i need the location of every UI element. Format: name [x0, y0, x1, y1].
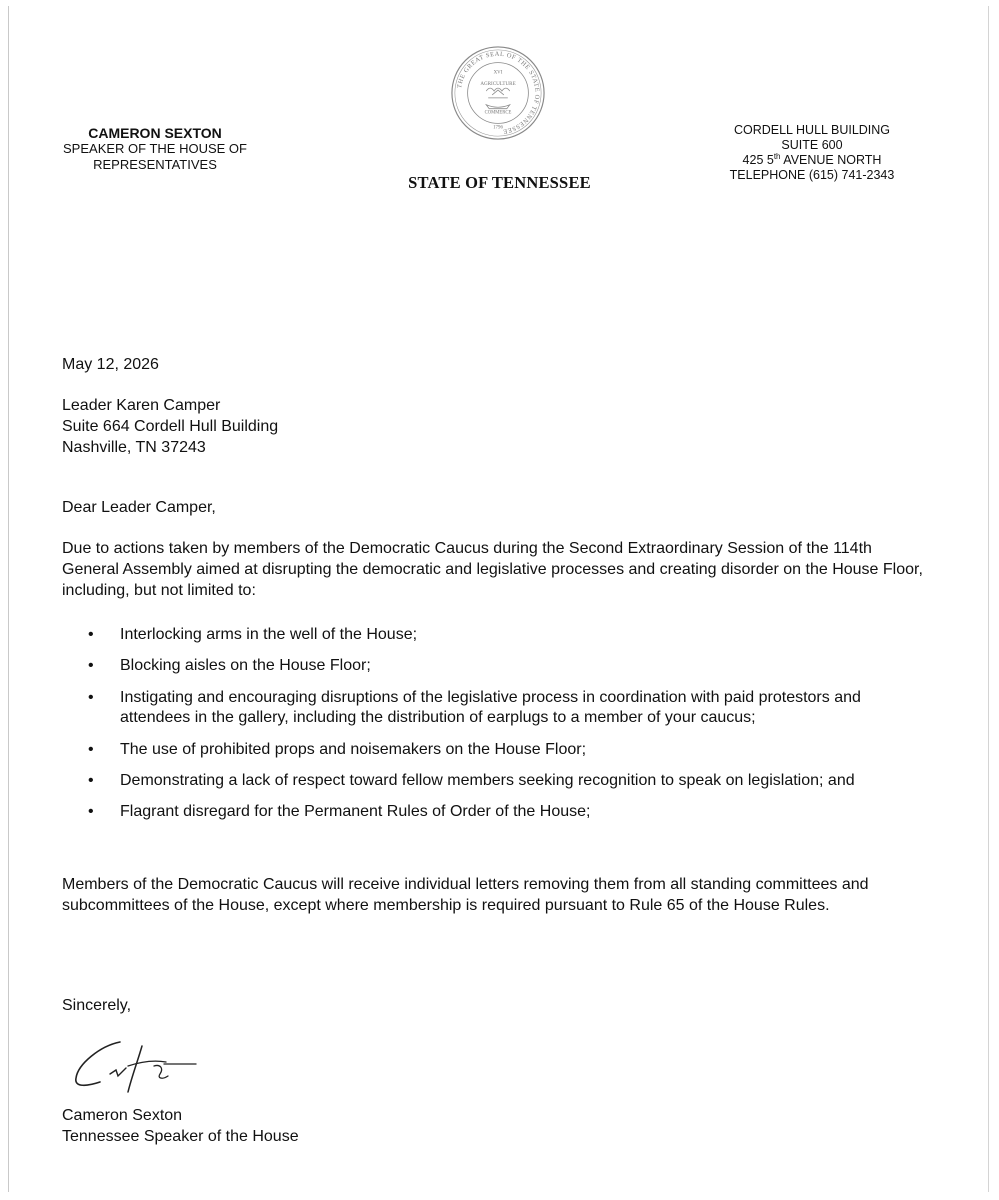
closing-paragraph: Members of the Democratic Caucus will receive individual letters removing them from all standing committees and subcommittees of the House, except where membership is required pursuant to Rule 65 of the House Rules. [62, 876, 869, 914]
list-item: • The use of prohibited props and noisemakers on the House Floor; [88, 740, 587, 758]
grievance-list [62, 625, 932, 834]
intro-paragraph: Due to actions taken by members of the Democratic Caucus during the Second Extraordinary Session of the 114th General Assembly aimed at disrupting the democratic and legislative processes and creating disorder on the House Floor, including, but not limited to: [62, 540, 923, 599]
signer-name: Cameron Sexton [62, 1107, 183, 1124]
svg-text:1796: 1796 [493, 125, 503, 131]
speaker-title-line2: REPRESENTATIVES [93, 157, 217, 172]
recipient-name: Leader Karen Camper [62, 397, 221, 414]
recipient-address [62, 396, 932, 458]
recipient-city: Nashville, TN 37243 [62, 438, 206, 456]
building-name: CORDELL HULL BUILDING [733, 123, 891, 137]
sign-off: Sincerely, [62, 997, 132, 1014]
svg-text:XVI: XVI [493, 70, 503, 76]
svg-text:AGRICULTURE: AGRICULTURE [480, 81, 516, 88]
suite-number: SUITE 600 [781, 138, 843, 152]
state-seal-icon [449, 44, 547, 142]
street-address: 425 5th AVENUE NORTH [742, 151, 882, 167]
speaker-title-line1: SPEAKER OF THE HOUSE OF [63, 141, 247, 156]
signature-icon [70, 1032, 210, 1102]
speaker-header [40, 125, 270, 173]
letter-date: May 12, 2026 [62, 356, 159, 373]
list-item: • Instigating and encouraging disruptions of the legislative process in coordination with paid protestors and attendees in the gallery, including the distribution of earplugs to a member of your caucus; [88, 688, 861, 727]
list-item: • Flagrant disregard for the Permanent Rules of Order of the House; [88, 803, 591, 821]
signer-block [62, 1106, 932, 1148]
list-item: • Demonstrating a lack of respect toward fellow members seeking recognition to speak on legislation; and [88, 771, 855, 789]
signer-title: Tennessee Speaker of the House [62, 1127, 299, 1145]
salutation: Dear Leader Camper, [62, 499, 216, 516]
state-heading: STATE OF TENNESSEE [408, 173, 591, 192]
recipient-suite: Suite 664 Cordell Hull Building [62, 417, 279, 435]
svg-text:THE GREAT SEAL OF THE STATE OF: THE GREAT SEAL OF THE STATE OF TENNESSEE [456, 50, 541, 135]
list-item: • Interlocking arms in the well of the House; [88, 626, 418, 643]
office-address [712, 123, 912, 183]
speaker-name: CAMERON SEXTON [88, 125, 222, 141]
svg-text:COMMERCE: COMMERCE [484, 110, 512, 116]
telephone: TELEPHONE (615) 741-2343 [729, 168, 895, 182]
list-item: • Blocking aisles on the House Floor; [88, 657, 371, 675]
